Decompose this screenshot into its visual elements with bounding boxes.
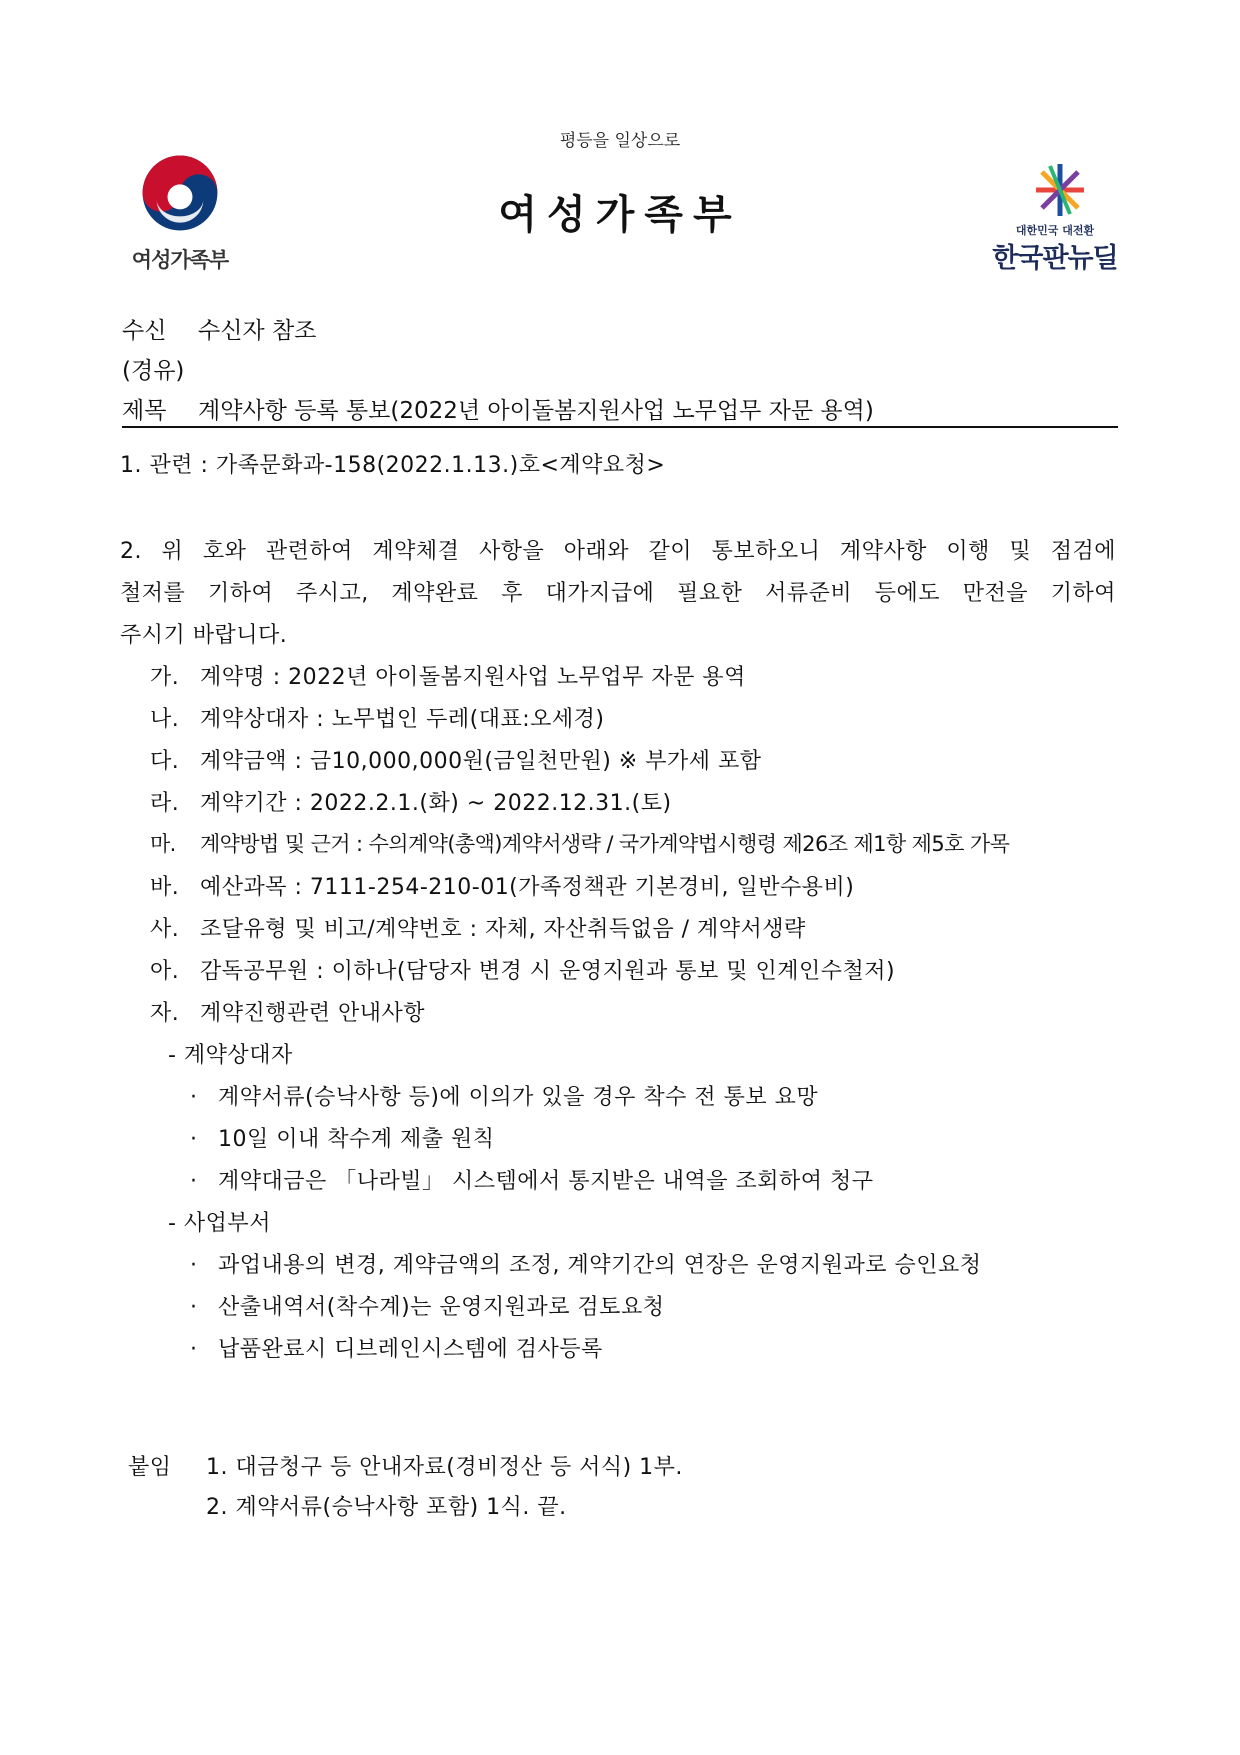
paragraph-2-line-2: 철저를 기하여 주시고, 계약완료 후 대가지급에 필요한 서류준비 등에도 만전을 기하여 [120, 581, 1116, 606]
item-letter: 아. [150, 959, 180, 984]
paragraph-1: 1. 관련 : 가족문화과-158(2022.1.13.)호<계약요청> [120, 453, 666, 478]
list-item [150, 912, 806, 943]
attachment-line-1 [128, 1450, 683, 1481]
bullet-text: 납품완료시 디브레인시스템에 검사등록 [218, 1337, 603, 1362]
subject-row [122, 392, 874, 425]
bullet-text: 과업내용의 변경, 계약금액의 조정, 계약기간의 연장은 운영지원과로 승인요청 [218, 1253, 982, 1278]
bullet-symbol: · [190, 1253, 198, 1278]
paragraph-2-line-1: 2. 위 호와 관련하여 계약체결 사항을 아래와 같이 통보하오니 계약사항 이행 및 점검에 [120, 539, 1116, 564]
bullet-item [190, 1164, 874, 1195]
list-item [150, 660, 746, 691]
bullet-item [190, 1080, 818, 1111]
item-text: 계약방법 및 근거 : 수의계약(총액)계약서생략 / 국가계약법시행령 제26조 제1항 제5호 가목 [200, 832, 1010, 856]
item-text: 계약상대자 : 노무법인 두레(대표:오세경) [200, 707, 605, 732]
bullet-item [190, 1290, 664, 1321]
item-letter: 가. [150, 665, 180, 690]
header-divider [122, 426, 1118, 428]
bullet-symbol: · [190, 1169, 198, 1194]
bullet-symbol: · [190, 1337, 198, 1362]
group-title-department: - 사업부서 [168, 1211, 271, 1236]
attachment-label: 붙임 [128, 1455, 172, 1480]
item-text: 감독공무원 : 이하나(담당자 변경 시 운영지원과 통보 및 인계인수철저) [200, 959, 896, 984]
recipient-row [122, 312, 316, 345]
item-text: 계약진행관련 안내사항 [200, 1001, 426, 1026]
list-item [150, 786, 672, 817]
item-letter: 사. [150, 917, 180, 942]
ministry-logo-text: 여성가족부 [131, 248, 229, 272]
list-item [150, 954, 895, 985]
bullet-item [190, 1122, 495, 1153]
attachment-text-1: 1. 대금청구 등 안내자료(경비정산 등 서식) 1부. [206, 1455, 683, 1480]
slogan: 평등을 일상으로 [559, 131, 681, 151]
bullet-symbol: · [190, 1085, 198, 1110]
via-row [122, 352, 184, 385]
new-deal-logo [990, 160, 1120, 274]
bullet-symbol: · [190, 1295, 198, 1320]
via-label: (경유) [122, 358, 185, 384]
new-deal-burst-icon [1030, 160, 1090, 220]
item-text: 계약금액 : 금10,000,000원(금일천만원) ※ 부가세 포함 [200, 749, 762, 774]
recipient-value: 수신자 참조 [198, 318, 317, 344]
bullet-item [190, 1332, 603, 1363]
new-deal-subtitle: 대한민국 대전환 [1015, 224, 1095, 237]
list-item [150, 828, 1009, 858]
item-letter: 자. [150, 1001, 180, 1026]
agency-title: 여성가족부 [498, 192, 742, 238]
subject-label: 제목 [122, 398, 167, 424]
list-item [150, 702, 605, 733]
item-text: 예산과목 : 7111-254-210-01(가족정책관 기본경비, 일반수용비) [200, 875, 855, 900]
item-letter: 나. [150, 707, 180, 732]
bullet-text: 산출내역서(착수계)는 운영지원과로 검토요청 [218, 1295, 665, 1320]
item-letter: 라. [150, 791, 180, 816]
item-letter: 바. [150, 875, 180, 900]
item-text: 계약명 : 2022년 아이돌봄지원사업 노무업무 자문 용역 [200, 665, 746, 690]
recipient-label: 수신 [122, 318, 167, 344]
item-letter: 다. [150, 749, 180, 774]
bullet-text: 계약대금은 「나라빌」 시스템에서 통지받은 내역을 조회하여 청구 [218, 1169, 874, 1194]
item-text: 조달유형 및 비고/계약번호 : 자체, 자산취득없음 / 계약서생략 [200, 917, 806, 942]
bullet-text: 10일 이내 착수계 제출 원칙 [218, 1127, 495, 1152]
item-text: 계약기간 : 2022.2.1.(화) ~ 2022.12.31.(토) [200, 791, 672, 816]
group-title-contractor: - 계약상대자 [168, 1043, 293, 1068]
subject-value: 계약사항 등록 통보(2022년 아이돌봄지원사업 노무업무 자문 용역) [198, 398, 874, 424]
item-letter: 마. [150, 832, 176, 856]
attachment-line-2: 2. 계약서류(승낙사항 포함) 1식. 끝. [206, 1495, 567, 1520]
bullet-text: 계약서류(승낙사항 등)에 이의가 있을 경우 착수 전 통보 요망 [218, 1085, 819, 1110]
new-deal-title: 한국판뉴딜 [992, 243, 1118, 274]
bullet-item [190, 1248, 982, 1279]
bullet-symbol: · [190, 1127, 198, 1152]
list-item [150, 744, 761, 775]
paragraph-2-line-3: 주시기 바랍니다. [120, 623, 288, 648]
list-item [150, 870, 854, 901]
list-item [150, 996, 425, 1027]
